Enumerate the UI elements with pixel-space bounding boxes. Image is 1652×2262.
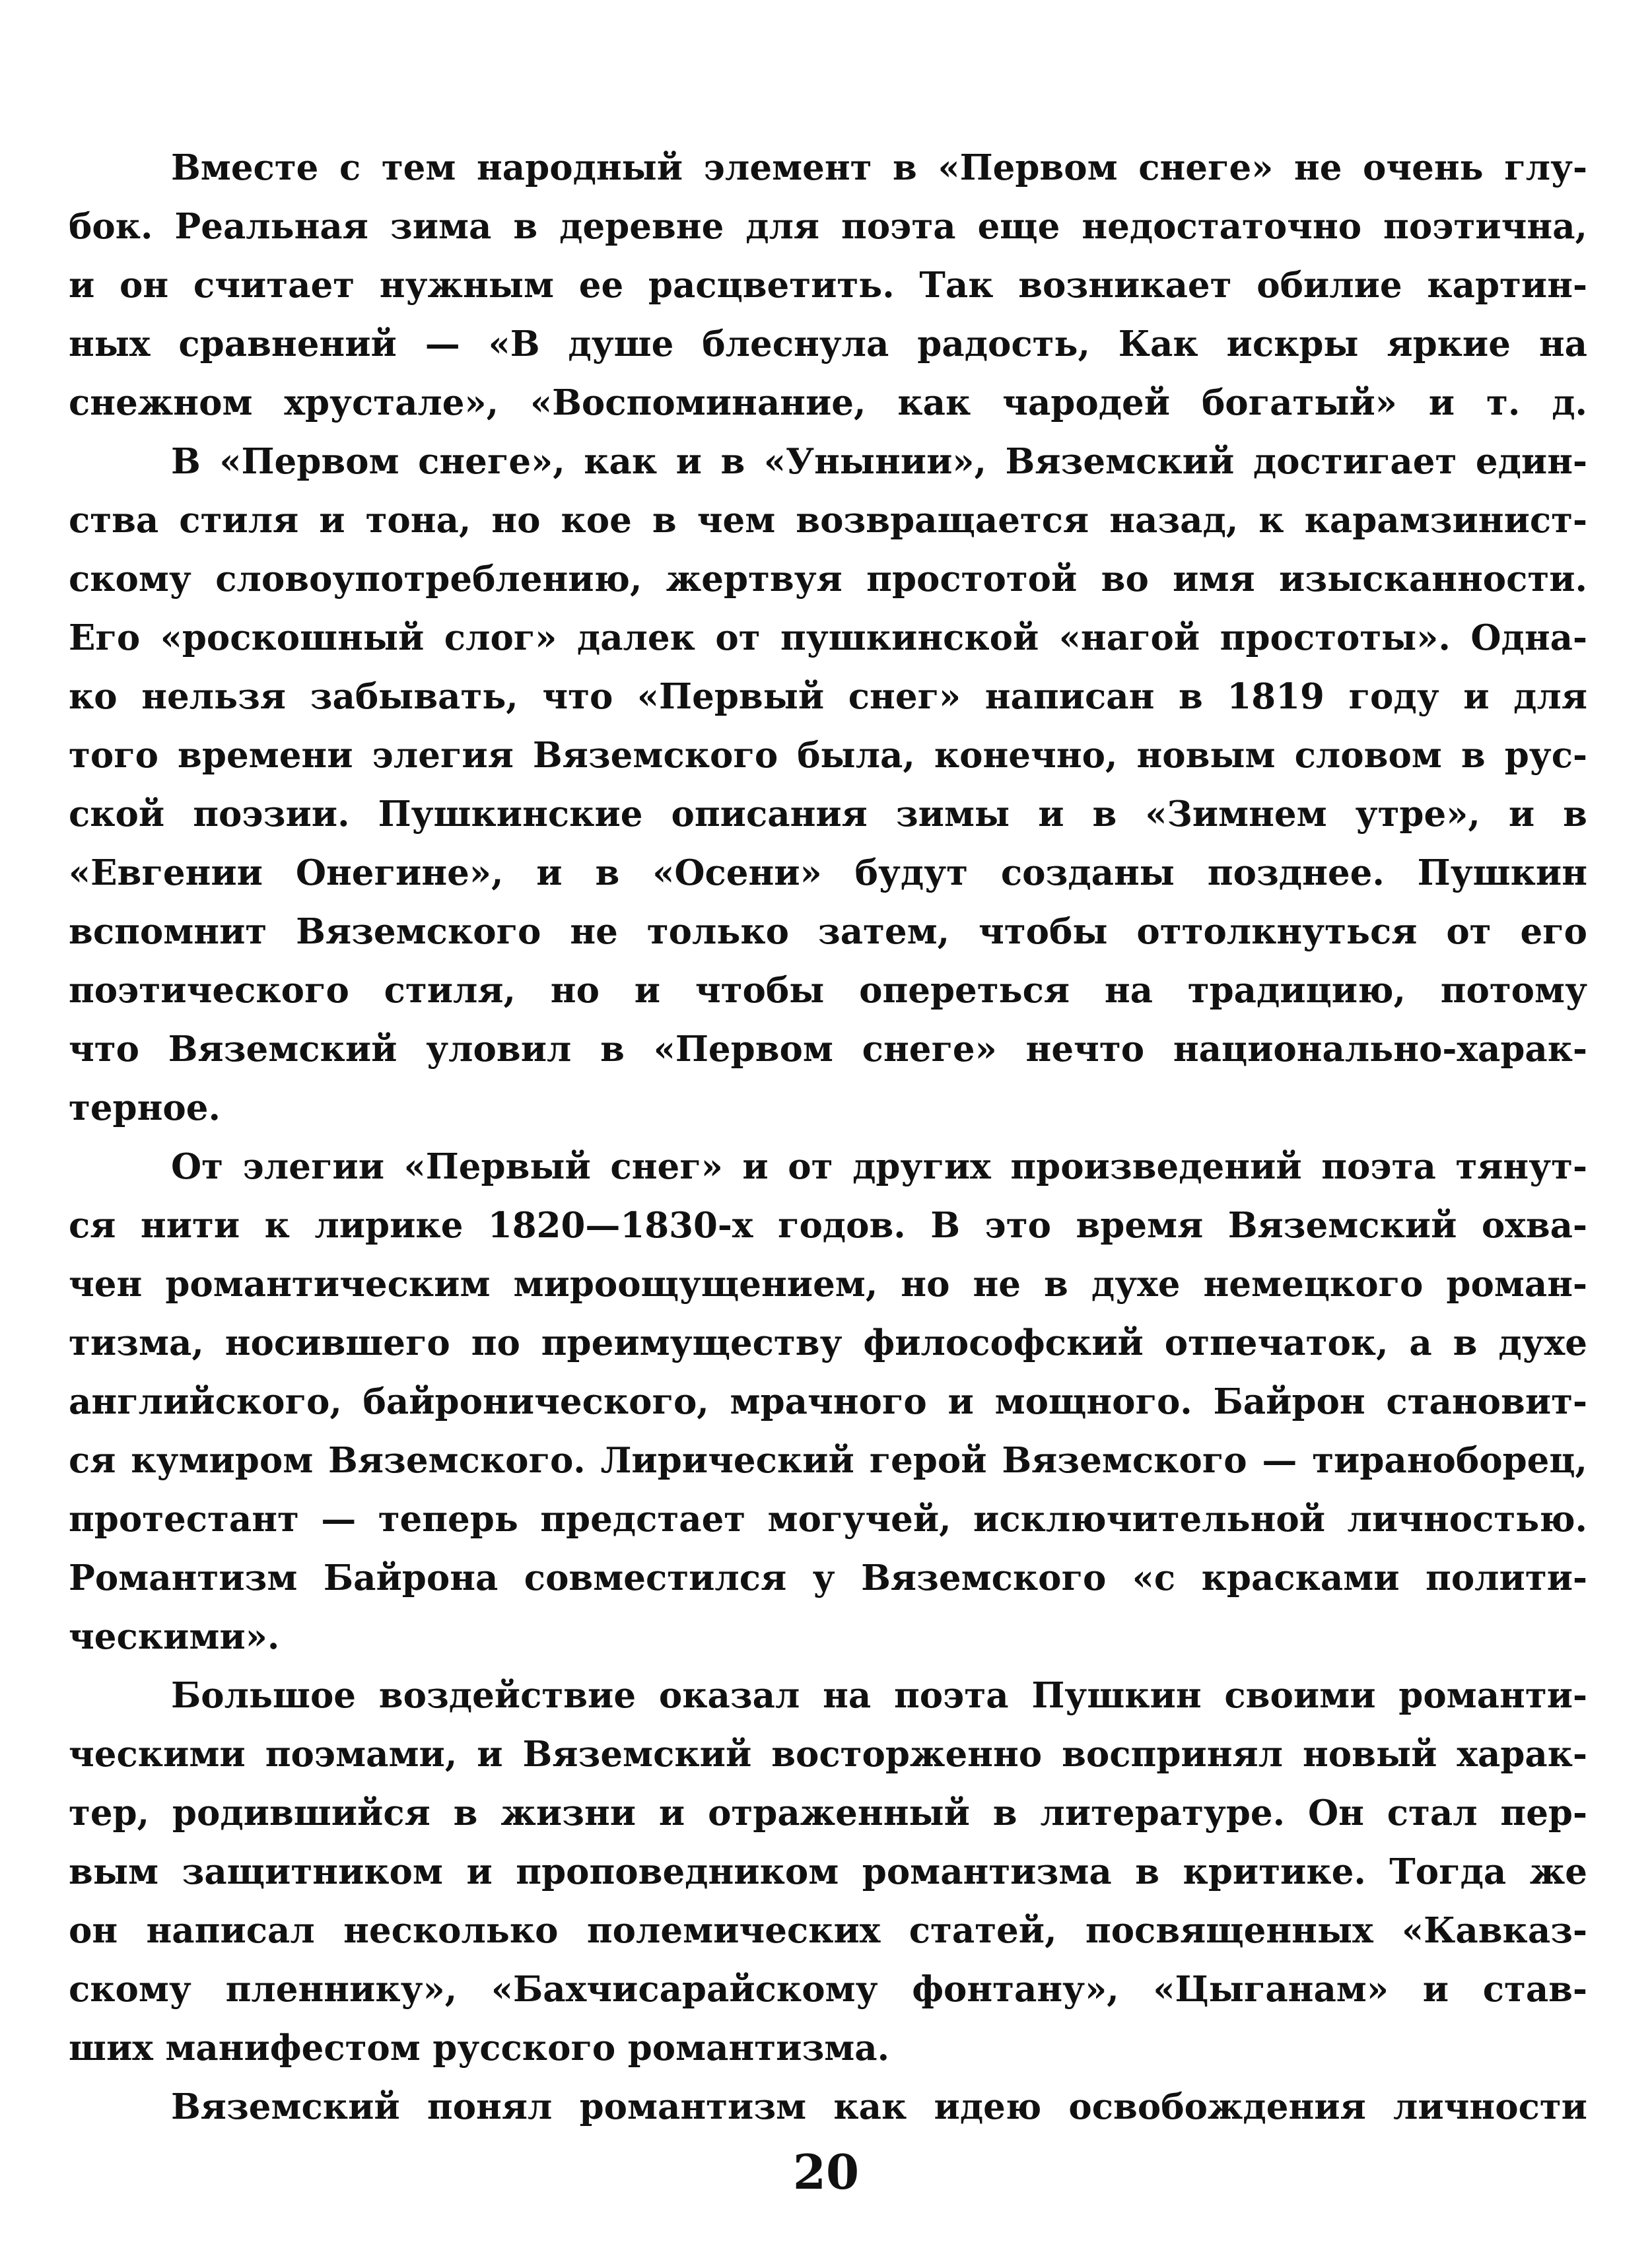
text-line: того времени элегия Вяземского была, конечно, новым словом в рус- [69,735,1587,776]
text-line: скому пленнику», «Бахчисарайскому фонтану», «Цыганам» и став- [69,1969,1587,2010]
text-line: снежном хрустале», «Воспоминание, как чародей богатый» и т. д. [69,382,1587,423]
text-line: Вместе с тем народный элемент в «Первом снеге» не очень глу- [171,147,1587,188]
text-line: Его «роскошный слог» далек от пушкинской «нагой простоты». Одна- [69,617,1587,658]
text-line: и он считает нужным ее расцветить. Так возникает обилие картин- [69,265,1587,306]
text-line: ных сравнений — «В душе блеснула радость, Как искры яркие на [69,324,1587,364]
text-line: тер, родившийся в жизни и отраженный в литературе. Он стал пер- [69,1793,1587,1834]
text-line: скому словоупотреблению, жертвуя простотой во имя изысканности. [69,559,1587,600]
text-line: вым защитником и проповедником романтизма в критике. Тогда же [69,1851,1587,1892]
text-line: ко нельзя забывать, что «Первый снег» написан в 1819 году и для [69,676,1587,717]
text-line: бок. Реальная зима в деревне для поэта еще недостаточно поэтична, [69,206,1587,247]
text-line: ческими поэмами, и Вяземский восторженно воспринял новый харак- [69,1734,1587,1775]
page-number: 20 [792,2144,860,2200]
text-line: ших манифестом русского романтизма. [69,2028,890,2069]
text-line: От элегии «Первый снег» и от других произведений поэта тянут- [171,1146,1587,1187]
text-line: ся кумиром Вяземского. Лирический герой Вяземского — тираноборец, [69,1440,1587,1481]
text-line: протестант — теперь предстает могучей, исключительной личностью. [69,1499,1587,1540]
text-line: «Евгении Онегине», и в «Осени» будут созданы позднее. Пушкин [69,852,1587,893]
text-line: ской поэзии. Пушкинские описания зимы и в «Зимнем утре», и в [69,794,1587,835]
text-line: английского, байронического, мрачного и мощного. Байрон становит- [69,1381,1587,1422]
text-line: Большое воздействие оказал на поэта Пушкин своими романти- [171,1675,1587,1716]
text-line: тизма, носившего по преимуществу философский отпечаток, а в духе [69,1322,1587,1363]
text-line: он написал несколько полемических статей, посвященных «Кавказ- [69,1910,1587,1951]
page-body [69,139,1587,2137]
text-line: чен романтическим мироощущением, но не в духе немецкого роман- [69,1264,1587,1305]
text-line: ся нити к лирике 1820—1830-х годов. В это время Вяземский охва- [69,1205,1587,1246]
text-line: терное. [69,1087,221,1128]
text-line: В «Первом снеге», как и в «Унынии», Вяземский достигает един- [171,441,1587,482]
text-line: вспомнит Вяземского не только затем, чтобы оттолкнуться от его [69,911,1587,952]
text-line: поэтического стиля, но и чтобы опереться на традицию, потому [69,970,1587,1011]
text-line: Романтизм Байрона совместился у Вяземского «с красками полити- [69,1558,1587,1598]
text-line: ческими». [69,1616,280,1657]
text-line: что Вяземский уловил в «Первом снеге» нечто национально-харак- [69,1029,1587,1070]
text-line: Вяземский понял романтизм как идею освобождения личности [171,2086,1587,2127]
text-line: ства стиля и тона, но кое в чем возвращается назад, к карамзинист- [69,500,1587,541]
